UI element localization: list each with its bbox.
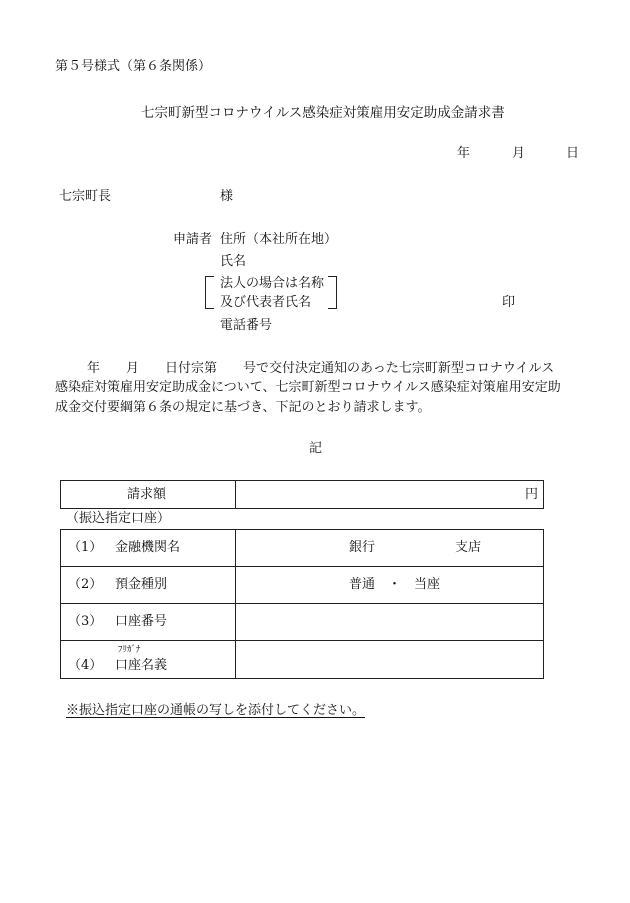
account-number-label: 口座番号 [115, 614, 168, 629]
date-month: 月 [512, 146, 526, 161]
bank-name-label: 金融機関名 [115, 540, 181, 555]
row-number: （4） [68, 658, 103, 673]
body-line-3: 成金交付要綱第６条の規定に基づき、下記のとおり請求します。 [55, 400, 431, 415]
applicant-name-label: 氏名 [220, 254, 247, 269]
addressee-honorific: 様 [220, 189, 234, 204]
applicant-address-label: 住所（本社所在地） [220, 232, 338, 247]
account-holder-field[interactable] [236, 641, 543, 678]
ki-heading: 記 [309, 441, 323, 456]
corporate-name-label: 法人の場合は名称 [220, 276, 325, 291]
row-number: （2） [68, 577, 103, 592]
document-title: 七宗町新型コロナウイルス感染症対策雇用安定助成金請求書 [141, 105, 505, 121]
attachment-note: ※振込指定口座の通帳の写しを添付してください。 [66, 703, 366, 718]
body-line-1: 年 月 日付宗第 号で交付決定通知のあった七宗町新型コロナウイルス [87, 361, 555, 376]
deposit-type-options[interactable]: 普通 ・ 当座 [349, 577, 441, 592]
bracket-right [328, 276, 337, 309]
row-number: （1） [68, 540, 103, 555]
row-separator [60, 566, 544, 567]
bank-name-value: 銀行 [349, 540, 376, 555]
addressee-name: 七宗町長 [59, 189, 112, 204]
claim-amount-unit: 円 [525, 487, 539, 502]
form-number: 第５号様式（第６条関係） [55, 59, 212, 74]
date-day: 日 [566, 146, 580, 161]
claim-amount-label: 請求額 [127, 487, 167, 502]
phone-label: 電話番号 [220, 318, 273, 333]
claim-amount-field[interactable] [236, 481, 543, 508]
account-holder-label: 口座名義 [115, 658, 168, 673]
seal-mark: 印 [502, 295, 516, 310]
date-year: 年 [457, 146, 471, 161]
branch-name-value: 支店 [455, 540, 482, 555]
account-number-field[interactable] [236, 604, 543, 639]
row-number: （3） [68, 614, 103, 629]
applicant-label: 申請者 [173, 232, 213, 247]
furigana-label: ﾌﾘｶﾞﾅ [118, 645, 141, 655]
representative-name-label: 及び代表者氏名 [220, 295, 312, 310]
deposit-type-label: 預金種別 [115, 577, 168, 592]
body-line-2: 感染症対策雇用安定助成金について、七宗町新型コロナウイルス感染症対策雇用安定助 [55, 380, 561, 395]
account-heading: （振込指定口座） [66, 511, 171, 526]
bracket-left [205, 276, 214, 309]
